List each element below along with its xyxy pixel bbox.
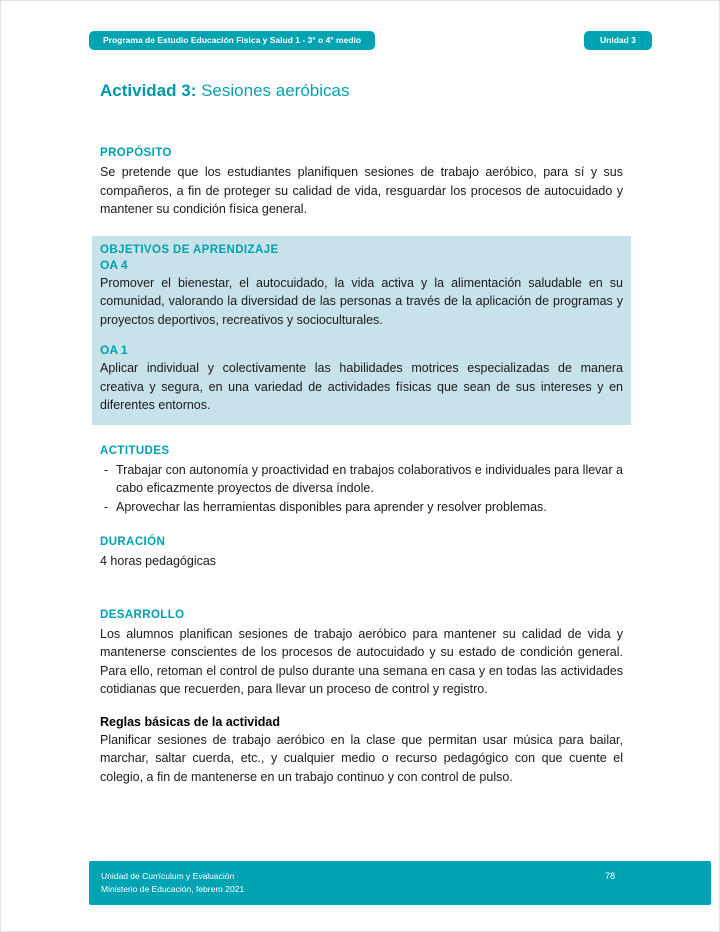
desarrollo-heading: DESARROLLO <box>100 608 185 621</box>
objetivos-heading: OBJETIVOS DE APRENDIZAJE <box>100 243 279 256</box>
section-proposito <box>100 147 623 219</box>
section-desarrollo <box>100 609 623 699</box>
top-bar <box>1 31 719 50</box>
unit-badge-label: Unidad 3 <box>600 35 636 45</box>
actitudes-heading: ACTITUDES <box>100 444 170 457</box>
page-number: 78 <box>604 871 615 881</box>
program-badge <box>89 31 375 50</box>
footer-institution: Unidad de Currículum y Evaluación <box>101 871 235 881</box>
desarrollo-body: Los alumnos planifican sesiones de trabajo aeróbico para mantener su calidad de vida y mantenerse conscientes de los procesos de autocuidado y su estado de condición general. Para ello, retoman el control de pulso durante una semana en casa y en todas las actividades cotidianas que recuerden, para llevar un proceso de control y registro. <box>100 626 623 697</box>
section-reglas <box>100 715 623 787</box>
proposito-body: Se pretende que los estudiantes planifiquen sesiones de trabajo aeróbico, para sí y sus compañeros, a fin de proteger su calidad de vida, resguardar los procesos de autocuidado y mantener su condición física general. <box>100 165 623 217</box>
oa-code: OA 4 <box>100 257 128 272</box>
content-column <box>100 81 623 786</box>
unit-badge <box>584 31 652 50</box>
list-item: - Aprovechar las herramientas disponibles para aprender y resolver problemas. <box>100 498 623 517</box>
program-badge-label: Programa de Estudio Educación Física y Salud 1 - 3° o 4° medio <box>103 35 362 45</box>
oa-text: Aplicar individual y colectivamente las habilidades motrices especializadas de manera creativa y segura, en una variedad de actividades físicas que sean de sus intereses y en diferentes entornos. <box>100 361 623 413</box>
footer-bar <box>89 861 711 905</box>
oa-text: Promover el bienestar, el autocuidado, la vida activa y la alimentación saludable en su comunidad, valorando la diversidad de las personas a través de la aplicación de programas y proyectos deportivos, recreativos y socioculturales. <box>100 275 623 327</box>
reglas-body: Planificar sesiones de trabajo aeróbico en la clase que permitan usar música para bailar, marchar, saltar cuerda, etc., y cualquier medio o recurso pedagógico con que cuente el colegio, a fin de mantenerse en un trabajo continuo y con control de pulso. <box>100 732 623 784</box>
page-title-activity: Actividad 3: <box>100 81 197 100</box>
oa-code: OA 1 <box>100 343 128 358</box>
oa-item <box>100 343 623 415</box>
section-duracion <box>100 536 623 571</box>
section-actitudes <box>100 445 623 517</box>
duracion-heading: DURACIÓN <box>100 536 166 549</box>
proposito-heading: PROPÓSITO <box>100 147 172 160</box>
footer-ministry-date: Ministerio de Educación, febrero 2021 <box>101 884 245 895</box>
reglas-heading: Reglas básicas de la actividad <box>100 714 280 729</box>
oa-item <box>100 258 623 330</box>
list-item: - Trabajar con autonomía y proactividad en trabajos colaborativos e individuales para llevar a cabo eficazmente proyectos de diversa índole. <box>100 461 623 498</box>
page-title <box>100 81 623 101</box>
objetivos-box <box>92 236 631 425</box>
actitudes-list <box>100 461 623 517</box>
duracion-body: 4 horas pedagógicas <box>100 554 217 569</box>
page-title-subject: Sesiones aeróbicas <box>201 81 350 100</box>
